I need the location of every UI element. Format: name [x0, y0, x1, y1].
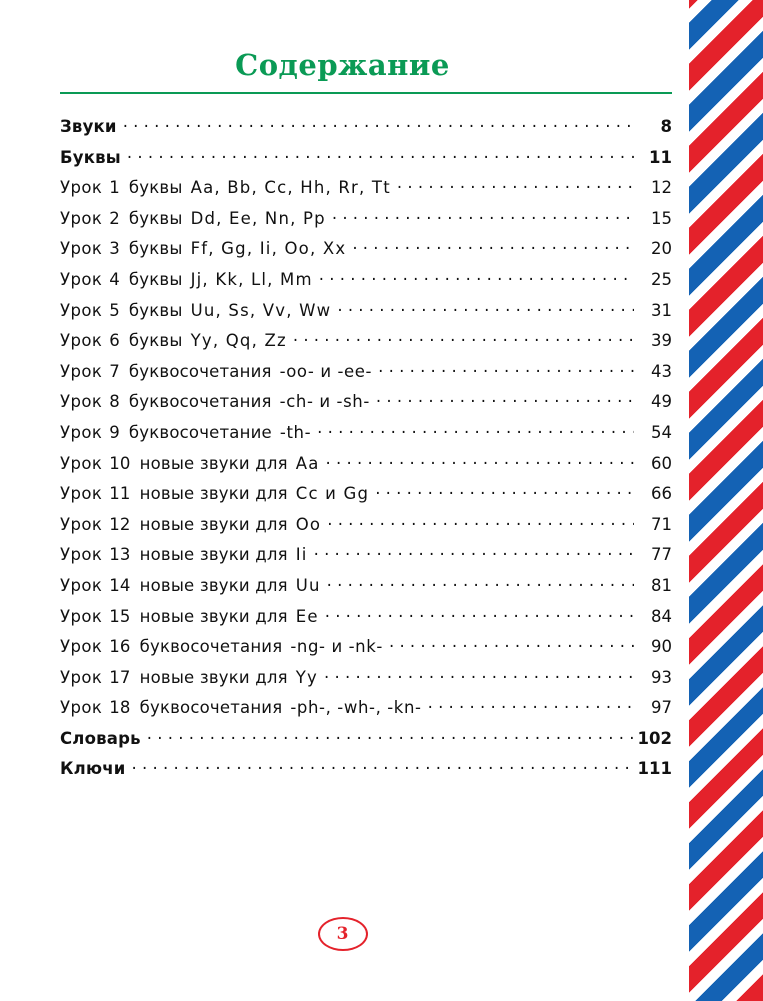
- toc-lesson-word: Урок: [60, 331, 103, 351]
- toc-entry[interactable]: [60, 728, 672, 759]
- toc-entry-page: 31: [651, 300, 672, 320]
- decorative-stripe-band: [685, 0, 763, 1001]
- toc-entry-label: [60, 698, 422, 717]
- toc-leader-dots: [326, 453, 634, 469]
- toc-entry[interactable]: [60, 147, 672, 178]
- toc-lesson-word: Урок: [60, 178, 103, 198]
- toc-entry-page: 111: [637, 759, 672, 779]
- toc-leader-dots: [332, 208, 634, 224]
- toc-leader-dots: [428, 697, 634, 713]
- toc-lesson-kind: новые звуки для: [139, 484, 288, 504]
- toc-lesson-word: Урок: [60, 422, 103, 442]
- toc-entry-label: [60, 668, 318, 687]
- toc-leader-dots: [319, 269, 634, 285]
- toc-leader-dots: [325, 606, 634, 622]
- toc-lesson-number: 17: [109, 667, 131, 687]
- toc-entry[interactable]: [60, 575, 672, 606]
- toc-lesson-word: Урок: [60, 637, 103, 657]
- toc-lesson-word: Урок: [60, 667, 103, 687]
- toc-lesson-letters: Uu: [295, 575, 321, 595]
- toc-entry[interactable]: [60, 422, 672, 453]
- toc-entry-page: 49: [651, 392, 672, 412]
- toc-entry[interactable]: [60, 361, 672, 392]
- toc-lesson-kind: буквы: [128, 300, 183, 320]
- toc-entry-page: 20: [651, 239, 672, 259]
- toc-entry-label: [60, 423, 311, 442]
- toc-entry-page: 66: [651, 484, 672, 504]
- toc-lesson-number: 14: [109, 575, 131, 595]
- toc-lesson-number: 6: [109, 331, 120, 351]
- toc-lesson-number: 1: [109, 178, 120, 198]
- toc-lesson-word: Урок: [60, 698, 103, 718]
- toc-entry[interactable]: [60, 238, 672, 269]
- toc-entry-label: [60, 392, 370, 411]
- toc-entry-page: 15: [651, 208, 672, 228]
- toc-lesson-letters: -ch- и -sh-: [279, 392, 370, 412]
- toc-entry-label: [60, 759, 126, 778]
- toc-entry-page: 43: [651, 361, 672, 381]
- toc-entry-label: [60, 331, 287, 350]
- toc-entry[interactable]: [60, 667, 672, 698]
- toc-lesson-letters: Aa: [295, 453, 320, 473]
- toc-lesson-kind: буквы: [128, 331, 183, 351]
- toc-entry-page: 8: [660, 117, 672, 136]
- toc-lesson-word: Урок: [60, 453, 103, 473]
- toc-lesson-word: Урок: [60, 269, 103, 289]
- toc-lesson-kind: новые звуки для: [139, 667, 288, 687]
- toc-lesson-word: Урок: [60, 361, 103, 381]
- toc-entry[interactable]: [60, 453, 672, 484]
- toc-lesson-letters: Aa, Bb, Cc, Hh, Rr, Tt: [190, 178, 391, 198]
- toc-entry-label: [60, 301, 331, 320]
- toc-lesson-letters: -ph-, -wh-, -kn-: [290, 698, 422, 718]
- toc-lesson-word: Урок: [60, 300, 103, 320]
- toc-leader-dots: [352, 238, 634, 254]
- toc-lesson-letters: Ff, Gg, Ii, Oo, Xx: [190, 239, 347, 259]
- toc-entry-label: [60, 576, 321, 595]
- toc-lesson-kind: буквосочетание: [128, 422, 272, 442]
- page-title: Содержание: [235, 48, 450, 82]
- toc-lesson-kind: буквосочетания: [139, 637, 283, 657]
- toc-leader-dots: [324, 667, 634, 683]
- toc-entry-title: Ключи: [60, 759, 126, 779]
- toc-entry-title: Звуки: [60, 117, 117, 136]
- toc-leader-dots: [327, 514, 634, 530]
- toc-entry-label: [60, 729, 141, 748]
- toc-leader-dots: [375, 483, 634, 499]
- toc-entry-page: 97: [651, 698, 672, 718]
- table-of-contents: [60, 116, 672, 789]
- toc-entry-page: 77: [651, 545, 672, 565]
- toc-leader-dots: [147, 728, 634, 744]
- toc-lesson-word: Урок: [60, 575, 103, 595]
- toc-leader-dots: [123, 116, 634, 132]
- toc-lesson-kind: буквосочетания: [139, 698, 283, 718]
- toc-entry[interactable]: [60, 177, 672, 208]
- toc-entry-label: [60, 607, 319, 626]
- toc-entry-page: 25: [651, 269, 672, 289]
- toc-entry-page: 71: [651, 514, 672, 534]
- toc-leader-dots: [317, 422, 634, 438]
- toc-lesson-kind: буквы: [128, 178, 183, 198]
- toc-entry-page: 84: [651, 606, 672, 626]
- toc-entry[interactable]: [60, 544, 672, 575]
- toc-entry-label: [60, 484, 369, 503]
- toc-leader-dots: [132, 758, 634, 774]
- toc-lesson-kind: новые звуки для: [139, 453, 288, 473]
- toc-leader-dots: [293, 330, 634, 346]
- toc-lesson-number: 8: [109, 392, 120, 412]
- toc-entry-label: [60, 178, 391, 197]
- toc-entry[interactable]: [60, 208, 672, 239]
- toc-lesson-letters: -th-: [279, 422, 312, 442]
- toc-lesson-number: 3: [109, 239, 120, 259]
- toc-lesson-letters: Oo: [295, 514, 322, 534]
- toc-lesson-letters: Yy: [295, 667, 318, 687]
- toc-lesson-kind: буквосочетания: [128, 392, 272, 412]
- toc-lesson-word: Урок: [60, 545, 103, 565]
- toc-lesson-word: Урок: [60, 208, 103, 228]
- title-divider: [60, 92, 672, 94]
- toc-lesson-number: 5: [109, 300, 120, 320]
- toc-lesson-kind: буквы: [128, 208, 183, 228]
- toc-lesson-letters: Uu, Ss, Vv, Ww: [190, 300, 332, 320]
- toc-entry-page: 93: [651, 667, 672, 687]
- toc-entry[interactable]: [60, 758, 672, 789]
- toc-lesson-word: Урок: [60, 392, 103, 412]
- toc-entry-page: 11: [649, 147, 672, 167]
- toc-entry[interactable]: [60, 606, 672, 637]
- toc-leader-dots: [378, 361, 634, 377]
- toc-entry-label: [60, 117, 117, 136]
- toc-lesson-letters: Dd, Ee, Nn, Pp: [190, 208, 326, 228]
- toc-lesson-kind: новые звуки для: [139, 575, 288, 595]
- toc-entry[interactable]: [60, 330, 672, 361]
- toc-leader-dots: [376, 391, 634, 407]
- toc-lesson-kind: буквосочетания: [128, 361, 272, 381]
- toc-lesson-number: 11: [109, 484, 131, 504]
- toc-entry-label: [60, 515, 321, 534]
- toc-lesson-letters: Cc и Gg: [295, 484, 370, 504]
- toc-lesson-letters: -oo- и -ee-: [279, 361, 373, 381]
- toc-entry-label: [60, 454, 320, 473]
- toc-entry-label: [60, 148, 121, 167]
- toc-leader-dots: [337, 300, 634, 316]
- toc-leader-dots: [327, 575, 634, 591]
- toc-leader-dots: [314, 544, 634, 560]
- toc-entry-label: [60, 362, 372, 381]
- page-number-badge: 3: [318, 917, 368, 951]
- toc-entry[interactable]: [60, 483, 672, 514]
- toc-lesson-word: Урок: [60, 514, 103, 534]
- toc-entry-label: [60, 239, 346, 258]
- toc-entry[interactable]: [60, 514, 672, 545]
- stripe-band-inner-edge: [685, 0, 689, 1001]
- toc-lesson-number: 7: [109, 361, 120, 381]
- toc-lesson-letters: Jj, Kk, Ll, Mm: [190, 269, 313, 289]
- toc-lesson-word: Урок: [60, 606, 103, 626]
- toc-lesson-kind: новые звуки для: [139, 545, 288, 565]
- toc-entry-page: 60: [651, 453, 672, 473]
- toc-entry-page: 39: [651, 331, 672, 351]
- toc-entry-page: 102: [637, 728, 672, 748]
- toc-lesson-number: 16: [109, 637, 131, 657]
- toc-entry-label: [60, 270, 313, 289]
- toc-entry-label: [60, 545, 308, 564]
- toc-leader-dots: [389, 636, 634, 652]
- toc-lesson-kind: новые звуки для: [139, 514, 288, 534]
- toc-entry[interactable]: [60, 300, 672, 331]
- toc-entry-page: 81: [651, 575, 672, 595]
- toc-lesson-letters: -ng- и -nk-: [290, 637, 383, 657]
- toc-lesson-number: 12: [109, 514, 131, 534]
- toc-leader-dots: [127, 147, 634, 163]
- toc-entry[interactable]: [60, 636, 672, 667]
- toc-entry-page: 90: [651, 637, 672, 657]
- toc-entry-page: 12: [651, 178, 672, 198]
- toc-entry[interactable]: [60, 697, 672, 728]
- toc-lesson-number: 4: [109, 269, 120, 289]
- toc-lesson-number: 13: [109, 545, 131, 565]
- toc-entry[interactable]: [60, 391, 672, 422]
- toc-lesson-number: 10: [109, 453, 131, 473]
- toc-entry-title: Буквы: [60, 147, 121, 167]
- toc-entry[interactable]: [60, 116, 672, 147]
- toc-lesson-number: 18: [109, 698, 131, 718]
- toc-entry-label: [60, 209, 326, 228]
- toc-lesson-number: 2: [109, 208, 120, 228]
- toc-entry[interactable]: [60, 269, 672, 300]
- toc-lesson-kind: новые звуки для: [139, 606, 288, 626]
- toc-lesson-letters: Yy, Qq, Zz: [190, 331, 287, 351]
- toc-lesson-kind: буквы: [128, 269, 183, 289]
- toc-lesson-word: Урок: [60, 239, 103, 259]
- toc-lesson-number: 9: [109, 422, 120, 442]
- toc-lesson-letters: Ii: [295, 545, 308, 565]
- toc-lesson-kind: буквы: [128, 239, 183, 259]
- toc-leader-dots: [397, 177, 634, 193]
- toc-entry-page: 54: [651, 422, 672, 442]
- toc-lesson-number: 15: [109, 606, 131, 626]
- toc-entry-title: Словарь: [60, 728, 141, 748]
- toc-lesson-letters: Ee: [295, 606, 319, 626]
- toc-lesson-word: Урок: [60, 484, 103, 504]
- toc-entry-label: [60, 637, 383, 656]
